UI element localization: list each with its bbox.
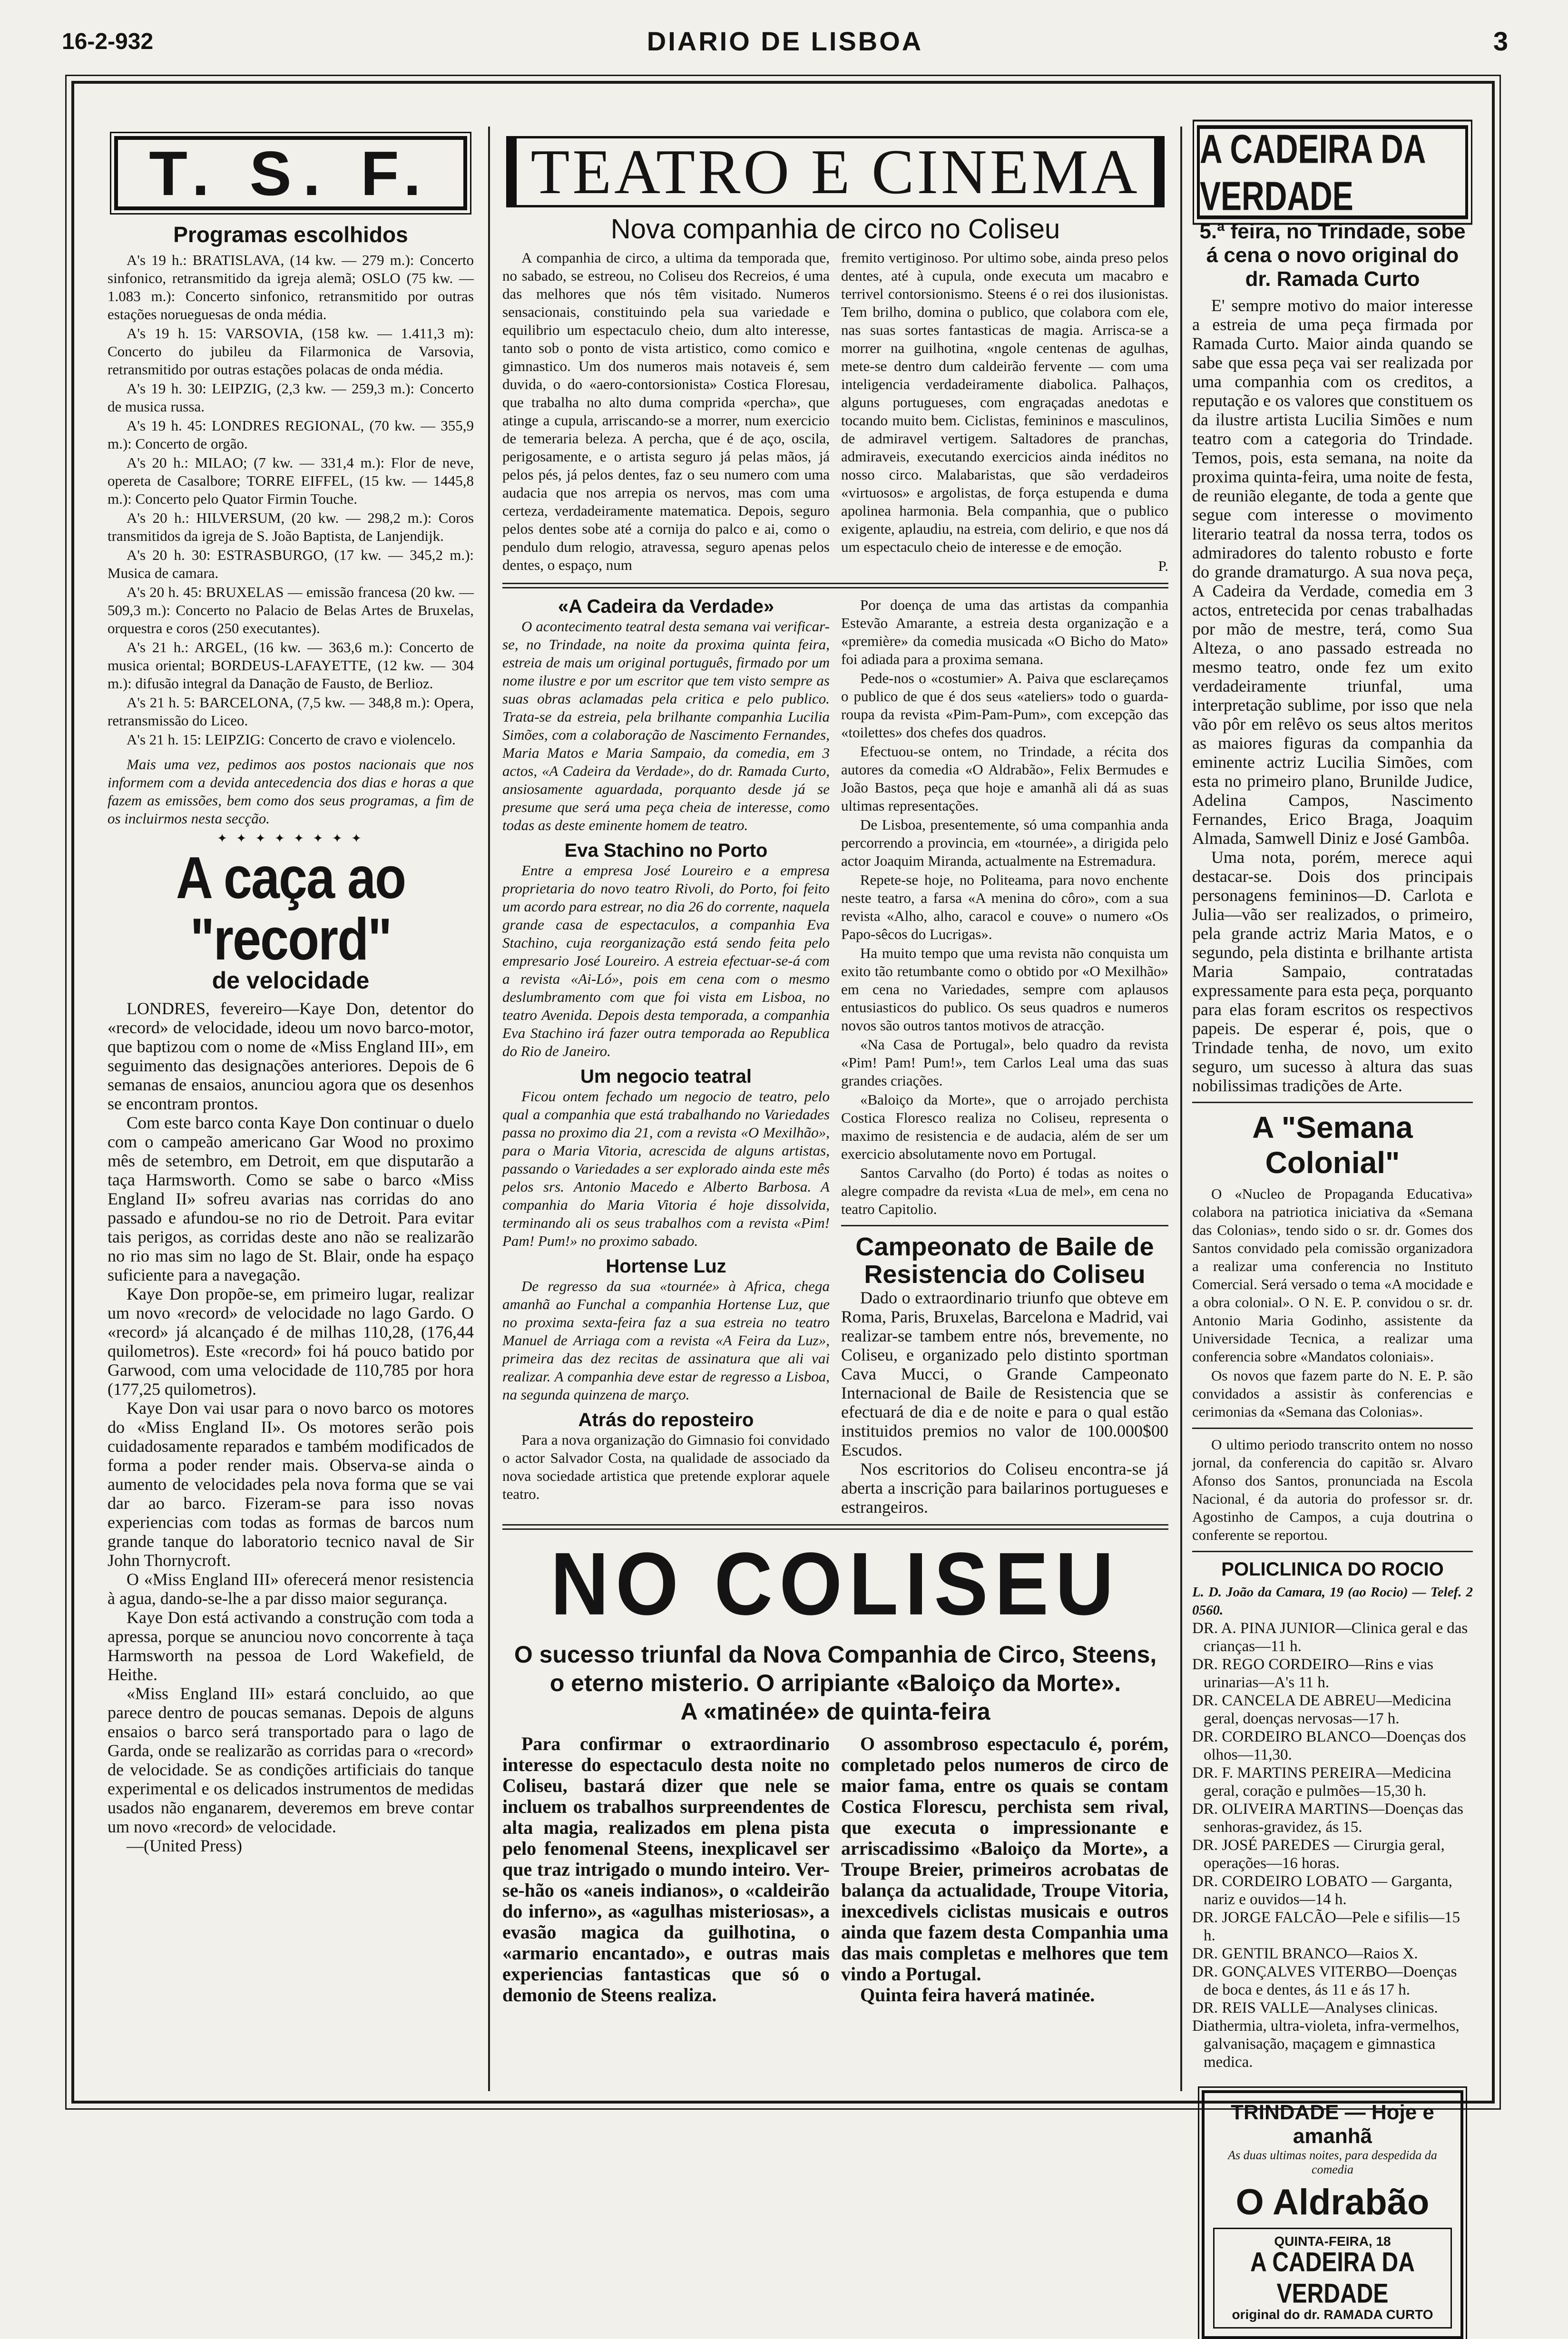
trindade-ad [1202,2090,1463,2339]
coliseu-article [502,1733,1168,2006]
clinic-item: DR. JORGE FALCÃO—Pele e sifilis—15 h. [1192,1909,1460,1944]
column-cadeira [1192,126,1473,2322]
teatro-note: Ha muito tempo que uma revista não conquista um exito tão retumbante como o obtido por «O Mexilhão» em cena no Variedades, sempre com aplausos entusiasticos do publico. Os seus quadros e numeros novos são outros tantos motivos de atracção. [841,945,1168,1034]
coliseu-text-b: O assombroso espectaculo é, porém, completado pelos numeros de circo de maior fama, entre os quais se contam Costica Florescu, perchista sem rival, que executa o impressionante e arriscadissimo «Baloiço da Morte», a Troupe Breier, primeiros acrobatas de balança da actualidade, Troupe Vitoria, inexcedivels ciclistas musicais e outros ainda que fazem desta Companhia uma das mais completas e melhores que tem vindo a Portugal. [841,1733,1168,1985]
section-divider [502,1524,1168,1530]
section-divider [502,583,1168,588]
cadeira-title: A CADEIRA DA VERDADE [1197,125,1468,219]
tsf-programs [108,251,474,828]
tsf-program: A's 19 h. 45: LONDRES REGIONAL, (70 kw. — 355,9 m.): Concerto de orgão. [108,417,474,452]
teatro-note: Repete-se hoje, no Politeama, para novo enchente neste teatro, a farsa «A menina do côro», com a sua revista «Alho, alho, caracol e couve» o numero «Os Papo-sêcos do Lucrigas». [841,871,1168,942]
cadeira-news-title: «A Cadeira da Verdade» [558,596,774,617]
tsf-program: A's 20 h.: MILAO; (7 kw. — 331,4 m.): Flor de neve, opereta de Casalbore; TORRE EIFFEL, (15 kw. — 1445,8 m.): Concerto pelo Quator Firmin Touche. [108,454,474,507]
clinic-item: DR. F. MARTINS PEREIRA—Medicina geral, coração e pulmões—15,30 h. [1192,1764,1451,1800]
hortense-text: De regresso da sua «tournée» à Africa, chega amanhã ao Funchal a companhia Hortense Luz, que no proxima sexta-feira faz a sua estreia no teatro Manuel de Arriaga com a revista «A Feira da Luz», primeira das dez recitas de assinatura que ali vai realizar. A companhia deve estar de regresso a Lisboa, na segunda quinzena de março. [502,1278,830,1403]
divider [1192,1428,1473,1429]
reposteiro-title: Atrás do reposteiro [578,1409,754,1430]
coliseu-text-end: Quinta feira haverá matinée. [860,1984,1095,2006]
coliseu-subtitle-2: o eterno misterio. O arripiante «Baloiço da Morte». [549,1670,1121,1696]
ad-premiere [1213,2228,1452,2329]
record-paragraph: Kaye Don propõe-se, em primeiro lugar, realizar um novo «record» de velocidade no lago Gardo. O «record» já alcançado é de milhas 110,28, (176,44 quilometros). Este «record» foi há pouco batido por Garwood, com uma velocidade de 110,785 por hora (177,25 quilometros). [108,1284,474,1399]
clinic-item: DR. CANCELA DE ABREU—Medicina geral, doenças nervosas—17 h. [1192,1692,1451,1727]
baile-title: Campeonato de Baile de Resistencia do Coliseu [855,1233,1154,1289]
page-frame [71,81,1495,2322]
teatro-note: Santos Carvalho (do Porto) é todas as noites o alegre compadre da revista «Lua de mel», em cena no teatro Capitolio. [841,1165,1168,1217]
baile-text: Nos escritorios do Coliseu encontra-se já aberta a inscrição para bailarinos portugueses e estrangeiros. [841,1459,1168,1517]
cadeira-news-text: O acontecimento teatral desta semana vai verificar-se, no Trindade, na noite da proxima quinta feira, estreia de mais um original português, firmado por um nome ilustre e por um escritor que tem visto sempre as suas obras aclamadas pela critica e pelo publico. Trata-se da estreia, pela brilhante companhia Lucilia Simões, com a colaboração de Nascimento Fernandes, Maria Matos e Maria Sampaio, da comedia, em 3 actos, «A Cadeira da Verdade», do dr. Ramada Curto, ansiosamente aguardada, porquanto desde já se presume que será uma peça cheia de interesse, como todas as deste eminente homem de teatro. [502,618,830,833]
policlinica-list [1192,1619,1473,2071]
ad-author: original do dr. RAMADA CURTO [1232,2307,1433,2322]
newspaper-name: DIARIO DE LISBOA [647,26,923,56]
negocio-text: Ficou ontem fechado um negocio de teatro, pelo qual a companhia que está trabalhando no Variedades passa no proximo dia 21, com a revista «O Mexilhão», para o Maria Vitoria, acrescida de alguns artistas, passando o Variedades a ser explorado ainda este mês pelos srs. Antonio Macedo e Alberto Barbosa. A companhia do Maria Vitoria é hoje dissolvida, terminando ali os seus trabalhos com a revista «Pim! Pam! Pum!» no proximo sabado. [502,1088,830,1249]
semana-title: A "Semana Colonial" [1252,1110,1413,1180]
semana-article [1192,1185,1473,1544]
teatro-note: De Lisboa, presentemente, só uma companhia anda percorrendo a provincia, em «tournée», a dirigida pelo actor Joaquim Miranda, actualmente na Estremadura. [841,816,1168,869]
column-rule [488,127,490,2091]
ad-note: As duas ultimas noites, para despedida da comedia [1228,2148,1437,2176]
tsf-program: A's 21 h. 15: LEIPZIG: Concerto de cravo e violencelo. [127,731,456,748]
circo-signature: P. [1158,558,1168,574]
teatro-note: «Baloiço da Morte», que o arrojado perchista Costica Floresco realiza no Coliseu, representa o maximo de resistencia e de audacia, além de ser um exercicio absolutamente novo em Portugal. [841,1091,1168,1162]
clinic-item: Diathermia, ultra-violeta, infra-vermelhos, galvanisação, maçagem e gimnastica medica. [1192,2017,1460,2071]
column-teatro [502,131,1168,2091]
tsf-program: A's 19 h. 30: LEIPZIG, (2,3 kw. — 259,3 m.): Concerto de musica russa. [108,380,474,415]
clinic-item: DR. CORDEIRO LOBATO — Garganta, nariz e ouvidos—14 h. [1192,1873,1452,1908]
semana-text: O «Nucleo de Propaganda Educativa» colabora na patriotica iniciativa da «Semana das Colonias», tendo sido o sr. dr. Gomes dos Santos convidado pela comissão organizadora a realizar uma conferencia no Instituto Comercial. Será versado o tema «A mocidade e a obra colonial». O N. E. P. convidou o sr. dr. Antonio Maria Godinho, assistente da Universidade Tecnica, a realizar uma conferencia sobre «Mandatos coloniais». [1192,1185,1473,1365]
circo-article [502,249,1168,575]
tsf-program: A's 19 h. 15: VARSOVIA, (158 kw. — 1.411,3 m): Concerto do jubileu da Filarmonica de Varsovia, retransmitido por outras estações polacas de onda média. [108,325,474,378]
ad-date: QUINTA-FEIRA, 18 [1274,2234,1391,2249]
record-subhead: de velocidade [212,967,370,994]
clinic-item: DR. OLIVEIRA MARTINS—Doenças das senhoras-gravidez, ás 15. [1192,1801,1463,1836]
semana-text: Os novos que fazem parte do N. E. P. são convidados a assistir às conferencias e cerimonias da «Semana das Colonias». [1192,1367,1473,1420]
record-headline: A caça ao "record" [176,844,406,972]
eva-text: Entre a empresa José Loureiro e a empresa proprietaria do novo teatro Rivoli, do Porto, foi feito um acordo para estrear, no dia 26 do corrente, naquela grande casa de espectaculos, a companhia Eva Stachino, cuja reorganização está sendo feita pelo empresario José Loureiro. A estreia efectuar-se-á com a revista «Ai-Ló», pois em cena com o mesmo deslumbramento com que foi vista em Lisboa, no teatro Avenida. Depois desta temporada, a companhia Eva Stachino irá fazer outra temporada ao Republica do Rio de Janeiro. [502,862,830,1059]
eva-title: Eva Stachino no Porto [564,840,768,861]
coliseu-text-a: Para confirmar o extraordinario interesse do espectaculo desta noite no Coliseu, bastará dizer que nele se incluem os trabalhos surpreendentes de alta magia, realizados em plena pista pelo fenomenal Steens, inexplicavel ser que traz intrigado o mundo inteiro. Ver-se-hão os «aneis indianos», o «caldeirão do inferno», as «agulhas misteriosas», a evasão magica da guilhotina, o «armario encantado», e outras mais experiencias fantasticas que só o demonio de Steens realiza. [502,1733,830,2006]
cadeira-paragraph: E' sempre motivo do maior interesse a estreia de uma peça firmada por Ramada Curto. Maior ainda quando se sabe que essa peça vai ser realizada por uma companhia com os creditos, a reputação e os valores que constituem os da ilustre artista Lucilia Simões e num teatro com a categoria do Trindade. Temos, pois, esta semana, na noite da proxima quinta-feira, uma noite de festa, de reunião elegante, de toda a gente que segue com interesse o movimento literario teatral da nossa terra, todos os admiradores do talento robusto e forte do grande dramaturgo. A sua nova peça, A Cadeira da Verdade, comedia em 3 actos, entretecida por cenas trabalhadas por mão de mestre, terá, como Sua Alteza, o ano passado estreada no mesmo teatro, onde fez um exito verdadeiramente triunfal, uma interpretação sublime, por isso que nela vão pôr em relêvo os seus altos meritos as maiores figuras da companhia da eminente actriz Lucilia Simões, com esta no primeiro plano, Brunilde Judice, Adelina Campos, Nascimento Fernandes, Erico Braga, Joaquim Almada, Samwell Diniz e José Gambôa. [1192,296,1473,848]
teatro-note: «Na Casa de Portugal», belo quadro da revista «Pim! Pam! Pum!», tem Carlos Leal uma das suas grandes criações. [841,1036,1168,1089]
tsf-program: A's 21 h.: ARGEL, (16 kw. — 363,6 m.): Concerto de musica oriental; BORDEUS-LAFAYETTE, (12 kw. — 304 m.): difusão integral da Danação de Fausto, de Berlioz. [108,639,474,692]
baile-text: Dado o extraordinario triunfo que obteve em Roma, Paris, Bruxelas, Barcelona e Madrid, vai realizar-se tambem entre nós, brevemente, no Coliseu, e organizado pelo distinto sportman Cava Mucci, o Grande Campeonato Internacional de Baile de Resistencia que se efectuará de dia e de noite e para o qual estão instituidos premios no valor de 100.000$00 Escudos. [841,1288,1168,1459]
tsf-note: Mais uma vez, pedimos aos postos nacionais que nos informem com a devida antecedencia dos dias e horas a que fazem as emissões, bem como dos seus programas, a fim de os incluirmos nesta secção. [108,756,474,827]
tsf-program: A's 20 h. 45: BRUXELAS — emissão francesa (20 kw. — 509,3 m.): Concerto no Palacio de Belas Artes de Bruxelas, orquestra e coros (250 executantes). [108,584,474,636]
record-paragraph: O «Miss England III» oferecerá menor resistencia à agua, dando-se-lhe a par disso maior segurança. [108,1570,474,1608]
coliseu-subtitle-3: A «matinée» de quinta-feira [680,1698,990,1725]
clinic-item: DR. REIS VALLE—Analyses clinicas. [1192,1999,1438,2016]
teatro-note: Efectuou-se ontem, no Trindade, a récita dos autores da comedia «O Aldrabão», Felix Bermudes e João Bastos, peça que hoje e amanhã ali dá as suas ultimas representações. [841,743,1168,814]
column-rule [1180,127,1182,2091]
record-paragraph: Com este barco conta Kaye Don continuar o duelo com o campeão americano Gar Wood no proximo mês de setembro, em Detroit, em que disputarão a taça Harmsworth. Como se sabe o barco «Miss England II» sofreu avarias nas corridas do ano passado e afundou-se no rio de Detroit. Para evitar tais perigos, as corridas deste ano não se realizarão no rio mas sim no lago de St. Blair, onde ha espaço suficiente para a navegação. [108,1113,474,1284]
clinic-item: DR. GONÇALVES VITERBO—Doenças de boca e dentes, ás 11 e ás 17 h. [1192,1963,1457,1998]
teatro-notes [841,596,1168,1218]
circo-text-b: fremito vertiginoso. Por ultimo sobe, ainda preso pelos dentes, até à cupula, onde executa um macabro e terrivel contorsionismo. Steens é o rei dos ilusionistas. Tem brilho, domina o publico, que colabora com ele, nas suas sortes fantasticas de magia. Arrisca-se a morrer na guilhotina, «ngole centenas de agulhas, mete-se dentro dum caldeirão fervente — com uma inteligencia verdadeiramente diabolica. Palhaços, alguns portugueses, com engraçadas anedotas e tocando muito bem. Ciclistas, femininos e masculinos, de admiravel vertigem. Saltadores de pranchas, admiraveis, executando exercicios ainda inéditos no nosso circo. Malabaristas, que são verdadeiros «virtuosos» e argolistas, de força estupenda e duma apolinea harmonia. Bela companhia, que o publico exigente, aplaudiu, na estreia, com delirio, e que nos dá um espectaculo cheio de interesse e de emoção. [841,249,1168,555]
coliseu-title: NO COLISEU [550,1534,1120,1634]
divider [1192,1102,1473,1103]
clinic-item: DR. GENTIL BRANCO—Raios X. [1192,1945,1418,1962]
clinic-item: DR. REGO CORDEIRO—Rins e vias urinarias—A's 11 h. [1192,1656,1433,1691]
circo-text-a: A companhia de circo, a ultima da temporada que, no sabado, se estreou, no Coliseu dos Recreios, é uma das melhores que nós têm visitado. Numeros sensacionais, constituindo pela sua variedade e equilibrio um espectaculo cheio, dum alto interesse, tanto sob o ponto de vista artistico, como comico e gimnastico. Um dos numeros mais notaveis é, sem duvida, o do «aero-contorsionista» Costica Floresau, que trabalha no alto duma comprida «percha», que atinge a cupula, arriscando-se a morrer, num exercicio de temeraria beleza. A percha, que é de aço, oscila, perigosamente, e o artista seguro já pelas mãos, já pelos pés, já pelos dentes, faz o seu numero com uma audacia que nos arrepia os nervos, mas com uma certeza, verdadeiramente matematica. Depois, seguro pelos dentes sobe até a cornija do palco e ai, como o pendulo dum relogio, atravessa, seguro apenas pelos dentes, o espaço, num [502,249,830,573]
record-paragraph: LONDRES, fevereiro—Kaye Don, detentor do «record» de velocidade, ideou um novo barco-motor, que baptizou com o nome de «Miss England III», em seguimento das designações anteriores. Depois de 6 semanas de ensaios, anunciou agora que os desenhos se encontram prontos. [108,999,474,1113]
teatro-note: Por doença de uma das artistas da companhia Estevão Amarante, a estreia desta organização e a «première» da comedia musicada «O Bicho do Mato» foi adiada para a proxima semana. [841,597,1168,667]
cadeira-article [1192,296,1473,1095]
circo-headline: Nova companhia de circo no Coliseu [610,214,1060,245]
clinic-item: DR. CORDEIRO BLANCO—Doenças dos olhos—11,30. [1192,1728,1466,1763]
tsf-program: A's 20 h. 30: ESTRASBURGO, (17 kw. — 345,2 m.): Musica de camara. [108,547,474,581]
issue-date: 16-2-932 [62,29,154,54]
coliseu-subtitle-1: O sucesso triunfal da Nova Companhia de Circo, Steens, [514,1641,1157,1668]
teatro-title: TEATRO E CINEMA [506,136,1165,207]
tsf-program: A's 21 h. 5: BARCELONA, (7,5 kw. — 348,8 m.): Opera, retransmissão do Liceo. [108,694,474,729]
ornament-divider: ✦ ✦ ✦ ✦ ✦ ✦ ✦ ✦ [217,832,364,845]
clinic-item: DR. JOSÉ PAREDES — Cirurgia geral, operações—16 horas. [1192,1837,1445,1872]
record-credit: —(United Press) [127,1836,242,1855]
teatro-note: Pede-nos o «costumier» A. Paiva que esclareçamos o publico de que é dos seus «ateliers» todo o guarda-roupa da revista «Pim-Pam-Pum», com excepção das «toilettes» dos chefes dos quadros. [841,670,1168,741]
tsf-program: A's 19 h.: BRATISLAVA, (14 kw. — 279 m.): Concerto sinfonico, retransmitido da igreja alemã; OSLO (75 kw. — 1.083 m.): Concerto sinfonico, retransmitido por outras estações norueguesas de onda média. [108,252,474,323]
divider [841,1225,1168,1226]
divider [1192,1551,1473,1552]
hortense-title: Hortense Luz [606,1256,726,1277]
policlinica-title: POLICLINICA DO ROCIO [1221,1559,1444,1580]
policlinica-address: L. D. João da Camara, 19 (ao Rocio) — Telef. 2 0560. [1192,1585,1473,1618]
ad-new-play: A CADEIRA DA VERDADE [1250,2247,1415,2309]
record-article [108,999,474,1855]
cadeira-paragraph: Uma nota, porém, merece aqui destacar-se. Dois dos principais personagens femininos—D. Carlota e Julia—vão ser realizados, o primeiro, pela grande actriz Maria Matos, e o segundo, pela distinta e brilhante artista Maria Sampaio, contratadas expressamente para esta peça, porquanto para elas foram escritos os respectivos papeis. De esperar é, pois, que o Trindade tenha, de novo, um exito seguro, um sucesso à altura das suas nobilissimas tradições de Arte. [1192,848,1473,1095]
page-number: 3 [1493,26,1508,56]
ad-play: O Aldrabão [1235,2182,1430,2222]
record-paragraph: Kaye Don vai usar para o novo barco os motores do «Miss England II». Os motores serão pois cuidadosamente reparados e também modificados de forma a poder render mais. Observa-se ainda o aumento de velocidades pela nova forma que se vai dar ao barco. Fizeram-se para isso novas experiencias com todas as formas de barcos num grande tanque do laboratorio tecnico naval de Sir John Thornycroft. [108,1399,474,1570]
clinic-item: DR. A. PINA JUNIOR—Clinica geral e das crianças—11 h. [1192,1620,1468,1655]
negocio-title: Um negocio teatral [580,1066,752,1087]
ad-theatre: TRINDADE — Hoje e amanhã [1231,2101,1434,2148]
cadeira-subhead: 5.ª feira, no Trindade, sobe á cena o novo original do dr. Ramada Curto [1199,220,1466,291]
semana-text: O ultimo periodo transcrito ontem no nosso jornal, da conferencia do capitão sr. Alvaro Afonso dos Santos, pronunciada na Escola Nacional, é da autoria do professor sr. dr. Agostinho de Campos, a cuja doutrina o conferente se reportou. [1192,1436,1473,1543]
tsf-program: A's 20 h.: HILVERSUM, (20 kw. — 298,2 m.): Coros transmitidos da igreja de S. João Baptista, de Lanjendijk. [108,509,474,544]
record-paragraph: Kaye Don está activando a construção com toda a apressa, porque se anunciou novo concorrente à taça Harmsworth na pessoa de Lord Wakefield, de Heithe. [108,1608,474,1684]
record-paragraph: «Miss England III» estará concluido, ao que parece dentro de poucas semanas. Depois de alguns ensaios o barco será transportado para o lago de Garda, onde se realizarão as corridas para o «record» de velocidade. Se as condições artificiais do tanque experimental e os delicados instrumentos de medidas usados não enganarem, deveremos em breve contar um novo «record» de velocidade. [108,1684,474,1836]
masthead [62,19,1508,71]
column-tsf [108,131,474,2091]
tsf-title: T. S. F. [114,136,467,210]
reposteiro-text: Para a nova organização do Gimnasio foi convidado o actor Salvador Costa, na qualidade de associado da nova sociedade artistica que pretende explorar aquele teatro. [502,1431,830,1502]
tsf-subtitle: Programas escolhidos [173,222,408,247]
teatro-news [502,596,1168,1517]
